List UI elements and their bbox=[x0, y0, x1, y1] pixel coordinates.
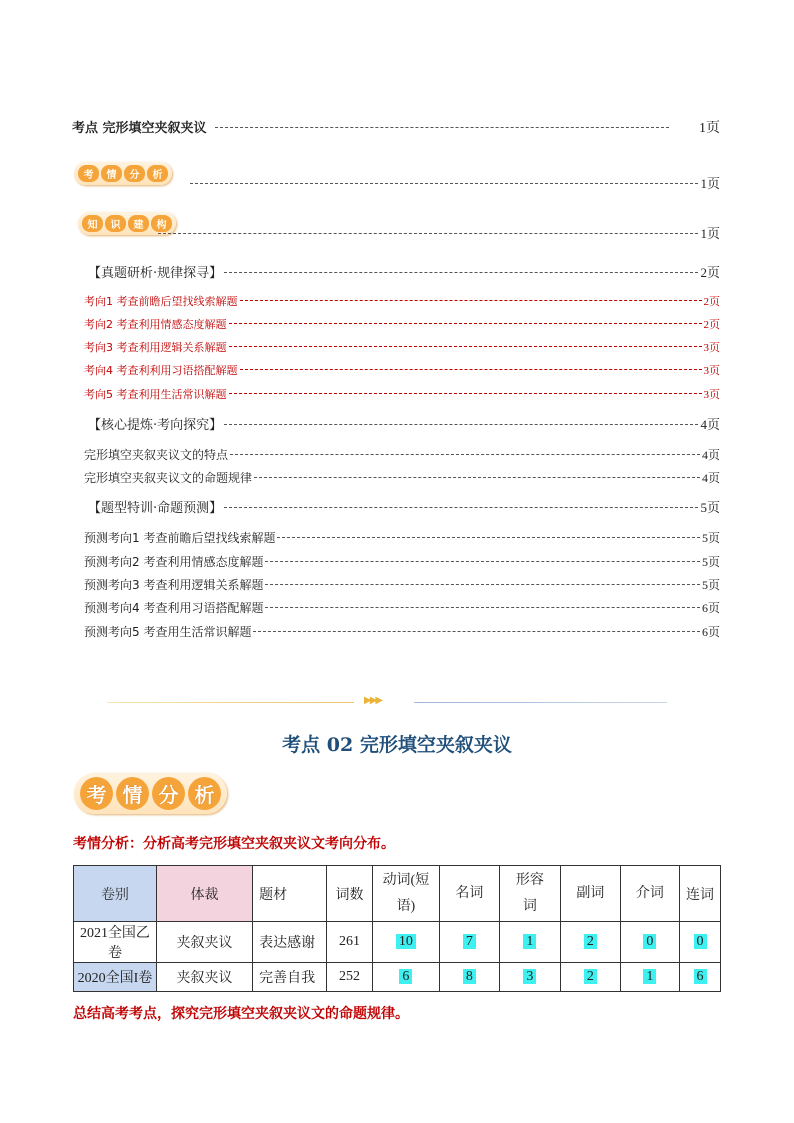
table-row bbox=[74, 963, 721, 992]
mini-char-icon: 考 bbox=[78, 165, 99, 182]
table-cell bbox=[440, 963, 499, 992]
exam-distribution-table bbox=[73, 865, 721, 992]
cell-value: 8 bbox=[463, 969, 476, 984]
toc-main-entry[interactable] bbox=[72, 117, 720, 137]
table-cell bbox=[680, 922, 721, 963]
toc-section-entry[interactable] bbox=[88, 497, 720, 516]
cell-value: 6 bbox=[694, 969, 707, 984]
toc-direction-entry[interactable] bbox=[84, 386, 720, 402]
mini-char-icon: 构 bbox=[151, 215, 172, 232]
table-cell: 252 bbox=[327, 963, 373, 992]
header-cell: 形容词 bbox=[499, 866, 561, 922]
toc-leader bbox=[240, 300, 702, 301]
heading-char-icon: 情 bbox=[116, 777, 149, 810]
cell-value: 2 bbox=[584, 969, 597, 984]
toc-leader bbox=[230, 454, 700, 455]
divider-right bbox=[414, 702, 667, 703]
toc-predict-entry[interactable] bbox=[84, 623, 720, 640]
toc-leader bbox=[265, 584, 700, 585]
header-cell: 名词 bbox=[440, 866, 499, 922]
heading-char-icon: 考 bbox=[80, 777, 113, 810]
toc-predict-page: 6页 bbox=[701, 601, 720, 615]
heading-char-icon: 析 bbox=[188, 777, 221, 810]
table-cell: 2021全国乙卷 bbox=[74, 922, 157, 963]
mini-char-icon: 析 bbox=[147, 165, 168, 182]
toc-main-label: 考点 完形填空夹叙夹议 bbox=[72, 121, 207, 136]
toc-leader bbox=[224, 272, 698, 273]
toc-section-entry[interactable] bbox=[88, 414, 720, 433]
toc-core-page: 4页 bbox=[701, 471, 720, 485]
table-cell bbox=[620, 963, 679, 992]
header-cell: 动词(短语) bbox=[372, 866, 439, 922]
toc-direction-label: 考向2 考查利用情感态度解题 bbox=[84, 318, 227, 331]
cell-value: 0 bbox=[643, 934, 656, 949]
toc-leader bbox=[277, 537, 700, 538]
header-cell: 副词 bbox=[561, 866, 620, 922]
header-cell: 体裁 bbox=[156, 866, 252, 922]
table-cell bbox=[440, 922, 499, 963]
toc-knowledge-entry[interactable] bbox=[156, 223, 720, 242]
cell-value: 1 bbox=[643, 969, 656, 984]
toc-predict-label: 预测考向5 考查用生活常识解题 bbox=[84, 625, 252, 639]
table-cell: 2020全国I卷 bbox=[74, 963, 157, 992]
mini-char-icon: 识 bbox=[105, 215, 126, 232]
toc-core-label: 完形填空夹叙夹议文的命题规律 bbox=[84, 471, 253, 485]
toc-core-entry[interactable] bbox=[84, 446, 720, 463]
toc-direction-page: 2页 bbox=[703, 319, 720, 331]
toc-core-entry[interactable] bbox=[84, 469, 720, 486]
toc-direction-page: 2页 bbox=[703, 296, 720, 308]
mini-char-icon: 分 bbox=[124, 165, 145, 182]
toc-direction-page: 3页 bbox=[703, 342, 720, 354]
table-header-row bbox=[74, 866, 721, 922]
toc-predict-label: 预测考向1 考查前瞻后望找线索解题 bbox=[84, 531, 276, 545]
toc-section-entry[interactable] bbox=[88, 262, 720, 281]
toc-predict-page: 6页 bbox=[701, 625, 720, 639]
summary-text: 总结高考考点，探究完形填空夹叙夹议文的命题规律。 bbox=[73, 1006, 409, 1022]
table-cell: 表达感谢 bbox=[253, 922, 327, 963]
toc-direction-page: 3页 bbox=[703, 389, 720, 401]
toc-section-label: 【真题研析·规律探寻】 bbox=[88, 266, 223, 281]
toc-predict-label: 预测考向4 考查利用习语搭配解题 bbox=[84, 601, 264, 615]
header-cell: 题材 bbox=[253, 866, 327, 922]
table-cell bbox=[620, 922, 679, 963]
analysis-intro: 考情分析：分析高考完形填空夹叙夹议文考向分布。 bbox=[73, 836, 395, 852]
divider-left bbox=[107, 702, 354, 703]
cell-value: 1 bbox=[523, 934, 536, 949]
toc-section-label: 【题型特训·命题预测】 bbox=[88, 501, 223, 516]
toc-analysis-entry[interactable] bbox=[188, 173, 720, 192]
arrow-divider-icon: ▶▶▶ bbox=[364, 695, 382, 706]
toc-predict-page: 5页 bbox=[701, 578, 720, 592]
toc-leader bbox=[265, 561, 700, 562]
table-cell: 夹叙夹议 bbox=[156, 963, 252, 992]
table-cell bbox=[499, 963, 561, 992]
chapter-title: 考点 02 完形填空夹叙夹议 bbox=[282, 734, 512, 756]
toc-direction-label: 考向4 考查利利用习语搭配解题 bbox=[84, 364, 238, 377]
toc-direction-label: 考向5 考查利用生活常识解题 bbox=[84, 388, 227, 401]
table-cell bbox=[561, 922, 620, 963]
toc-predict-label: 预测考向3 考查利用逻辑关系解题 bbox=[84, 578, 264, 592]
toc-section-label: 【核心提炼·考向探究】 bbox=[88, 418, 223, 433]
toc-leader bbox=[224, 424, 698, 425]
toc-leader bbox=[158, 233, 698, 234]
toc-predict-label: 预测考向2 考查利用情感态度解题 bbox=[84, 555, 264, 569]
cell-value: 6 bbox=[399, 969, 412, 984]
table-cell bbox=[680, 963, 721, 992]
heading-char-icon: 分 bbox=[152, 777, 185, 810]
cell-value: 0 bbox=[694, 934, 707, 949]
toc-predict-page: 5页 bbox=[701, 531, 720, 545]
toc-section-page: 2页 bbox=[700, 265, 720, 280]
mini-char-icon: 知 bbox=[82, 215, 103, 232]
toc-predict-entry[interactable] bbox=[84, 576, 720, 593]
header-cell: 卷别 bbox=[74, 866, 157, 922]
toc-predict-entry[interactable] bbox=[84, 553, 720, 570]
header-cell: 连词 bbox=[680, 866, 721, 922]
toc-section-page: 5页 bbox=[700, 500, 720, 515]
toc-leader bbox=[190, 183, 698, 184]
toc-leader bbox=[224, 507, 698, 508]
table-cell bbox=[372, 963, 439, 992]
toc-leader bbox=[253, 631, 700, 632]
mini-char-icon: 建 bbox=[128, 215, 149, 232]
toc-predict-page: 5页 bbox=[701, 555, 720, 569]
toc-direction-entry[interactable] bbox=[84, 362, 720, 378]
header-cell: 词数 bbox=[327, 866, 373, 922]
toc-leader bbox=[215, 127, 669, 128]
table-cell bbox=[499, 922, 561, 963]
table-cell bbox=[372, 922, 439, 963]
table-cell bbox=[561, 963, 620, 992]
toc-leader bbox=[240, 369, 702, 370]
toc-direction-entry[interactable] bbox=[84, 316, 720, 332]
table-cell: 261 bbox=[327, 922, 373, 963]
mini-char-icon: 情 bbox=[101, 165, 122, 182]
toc-direction-label: 考向1 考查前瞻后望找线索解题 bbox=[84, 295, 238, 308]
toc-leader bbox=[229, 346, 702, 347]
analysis-heading-icon bbox=[74, 773, 227, 814]
cell-value: 2 bbox=[584, 934, 597, 949]
toc-leader bbox=[254, 477, 700, 478]
cell-value: 10 bbox=[396, 934, 416, 949]
toc-leader bbox=[265, 607, 700, 608]
toc-knowledge-page: 1页 bbox=[700, 226, 720, 241]
table-cell: 完善自我 bbox=[253, 963, 327, 992]
header-cell: 介词 bbox=[620, 866, 679, 922]
toc-leader bbox=[229, 393, 702, 394]
toc-direction-entry[interactable] bbox=[84, 293, 720, 309]
table-row bbox=[74, 922, 721, 963]
toc-direction-entry[interactable] bbox=[84, 339, 720, 355]
toc-predict-entry[interactable] bbox=[84, 529, 720, 546]
toc-predict-entry[interactable] bbox=[84, 599, 720, 616]
toc-direction-label: 考向3 考查利用逻辑关系解题 bbox=[84, 341, 227, 354]
toc-section-page: 4页 bbox=[700, 417, 720, 432]
toc-main-page: 1页 bbox=[699, 121, 720, 136]
toc-leader bbox=[229, 323, 702, 324]
cell-value: 3 bbox=[523, 969, 536, 984]
toc-core-page: 4页 bbox=[701, 448, 720, 462]
analysis-mini-icon bbox=[74, 162, 172, 185]
toc-core-label: 完形填空夹叙夹议文的特点 bbox=[84, 448, 229, 462]
toc-direction-page: 3页 bbox=[703, 365, 720, 377]
table-cell: 夹叙夹议 bbox=[156, 922, 252, 963]
toc-analysis-page: 1页 bbox=[700, 176, 720, 191]
cell-value: 7 bbox=[463, 934, 476, 949]
